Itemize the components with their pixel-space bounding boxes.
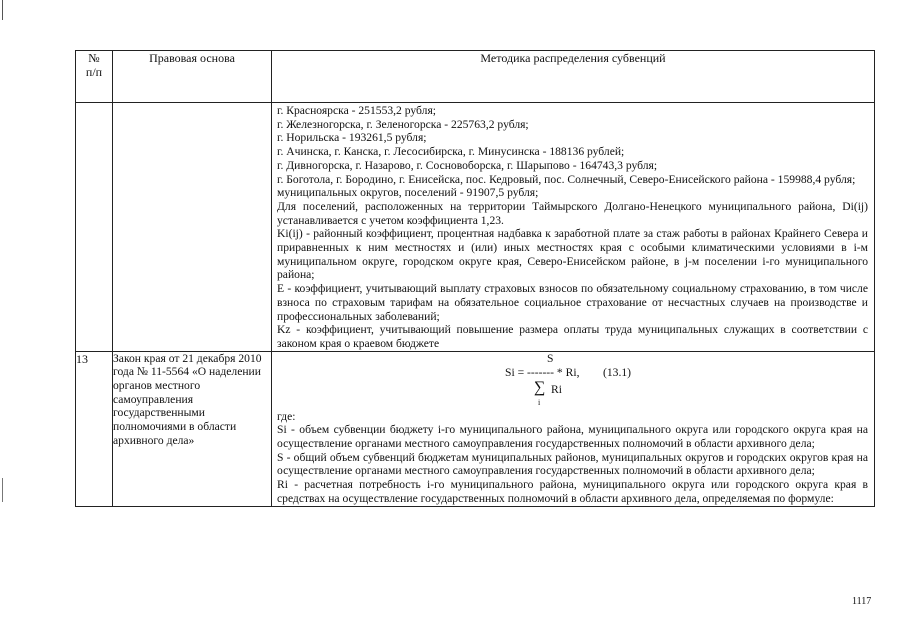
legal-basis-text: Закон края от 21 декабря 2010 года № 11-5564 «О наделении органов местного самоуправления государственными полномочиями в области архивного дела» bbox=[113, 351, 272, 506]
header-method: Методика распределения субвенций bbox=[272, 51, 875, 103]
sigma-symbol: ∑ bbox=[534, 378, 546, 396]
formula-label: (13.1) bbox=[603, 365, 632, 379]
formula-13-1 bbox=[272, 352, 874, 410]
formula-index: i bbox=[538, 397, 541, 407]
row-number: 13 bbox=[76, 351, 113, 506]
table-row-continued bbox=[76, 103, 875, 352]
method-paragraph: муниципальных округов, поселений - 91907,5 рубля; bbox=[277, 186, 539, 200]
subvention-table bbox=[75, 50, 875, 507]
method-paragraph: г. Норильска - 193261,5 рубля; bbox=[277, 131, 427, 145]
method-paragraph: Ri - расчетная потребность i-го муниципального района, муниципального округа или городского округа края в средствах на осуществление государственных полномочий в области архивного дела, определяемая по формуле: bbox=[277, 478, 868, 505]
method-paragraph: E - коэффициент, учитывающий выплату страховых взносов по обязательному социальному страхованию, в том числе взноса по страховым тарифам на обязательное социальное страхование от несчастных случаев на производстве и профессиональных заболеваний; bbox=[277, 282, 868, 323]
formula-numerator: S bbox=[547, 351, 554, 365]
page-number: 1117 bbox=[852, 596, 872, 607]
method-paragraph: Kz - коэффициент, учитывающий повышение размера оплаты труда муниципальных служащих в соответствии с законом края о краевом бюджете bbox=[277, 323, 868, 350]
method-paragraph: г. Красноярска - 251553,2 рубля; bbox=[277, 104, 436, 117]
table-row-13 bbox=[76, 351, 875, 506]
method-paragraph: г. Боготола, г. Бородино, г. Енисейска, пос. Кедровый, пос. Солнечный, Северо-Енисейского района - 159988,4 рубля; bbox=[277, 172, 856, 186]
method-paragraph: где: bbox=[277, 409, 296, 423]
formula-lhs: Si = ------- * Ri, bbox=[505, 365, 580, 379]
cell-method-continued bbox=[272, 103, 875, 352]
cell-basis-empty bbox=[113, 103, 272, 352]
method-paragraph: S - общий объем субвенций бюджетам муниципальных районов, муниципальных округов и городских округов края на осуществление органами местного самоуправления государственных полномочий в области архивного дела; bbox=[277, 450, 868, 478]
table-header-row bbox=[76, 51, 875, 103]
cell-method-13 bbox=[272, 351, 875, 506]
method-paragraph: г. Дивногорска, г. Назарово, г. Сосновоборска, г. Шарыпово - 164743,3 рубля; bbox=[277, 158, 658, 172]
scan-edge-mark bbox=[2, 478, 3, 502]
method-paragraph: г. Железногорска, г. Зеленогорска - 225763,2 рубля; bbox=[277, 117, 529, 131]
method-paragraph: Si - объем субвенции бюджету i-го муниципального района, муниципального округа или городского округа края на осуществление органами местного самоуправления государственных полномочий в области архивного дела; bbox=[277, 423, 868, 451]
header-basis: Правовая основа bbox=[113, 51, 272, 103]
method-paragraph: Для поселений, расположенных на территории Таймырского Долгано-Ненецкого муниципального района, Di(ij) устанавливается с учетом коэффициента 1,23. bbox=[277, 199, 868, 227]
formula-denominator: Ri bbox=[551, 382, 562, 396]
cell-num-empty bbox=[76, 103, 113, 352]
method-paragraph: г. Ачинска, г. Канска, г. Лесосибирска, г. Минусинска - 188136 рублей; bbox=[277, 145, 625, 159]
scan-edge-mark bbox=[2, 0, 3, 20]
method-paragraph: Ki(ij) - районный коэффициент, процентная надбавка к заработной плате за стаж работы в районах Крайнего Севера и приравненных к ним местностях и (или) иных местностях края с особыми климатическими условиями в i-м муниципальном округе, городском округе края, Северо-Енисейском районе, в j-м поселении i-го муниципального района; bbox=[277, 227, 868, 282]
header-num: № п/п bbox=[76, 51, 113, 103]
